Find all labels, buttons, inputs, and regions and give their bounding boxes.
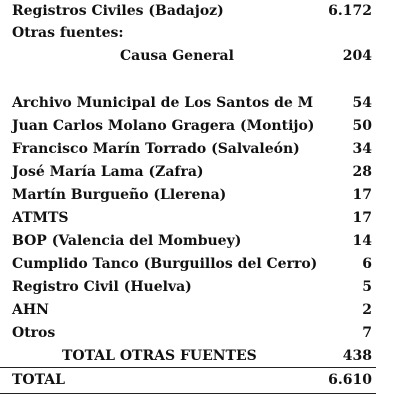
table-row [12,161,372,183]
row-value: 17 [352,210,372,226]
row-label: Archivo Municipal de Los Santos de M [12,95,314,111]
divider-top [0,367,376,368]
row-value: 5 [362,279,372,295]
row-value: 17 [352,187,372,203]
row-label: Registros Civiles (Badajoz) [12,3,224,19]
table-row [12,322,372,344]
subtotal-label: TOTAL OTRAS FUENTES [62,348,257,364]
table-row-total-otras-fuentes [12,345,372,367]
row-label: José María Lama (Zafra) [12,164,204,180]
table-row [12,253,372,275]
table-row [12,138,372,160]
row-value: 204 [342,48,372,64]
row-value: 34 [352,141,372,157]
section-heading: Otras fuentes: [12,25,124,41]
table-row [12,115,372,137]
table-row-total [12,369,372,391]
row-label: Otros [12,325,56,341]
table-row [12,276,372,298]
row-value: 6.172 [328,3,372,19]
row-value: 28 [352,164,372,180]
row-value: 2 [362,302,372,318]
table-row [12,230,372,252]
row-value: 54 [352,95,372,111]
row-label: Francisco Marín Torrado (Salvaleón) [12,141,300,157]
row-label: Causa General [120,48,234,64]
table-row [12,299,372,321]
row-label: Registro Civil (Huelva) [12,279,192,295]
row-label: Cumplido Tanco (Burguillos del Cerro) [12,256,318,272]
row-value: 7 [362,325,372,341]
row-label: AHN [12,302,49,318]
table-row [12,184,372,206]
row-label: Juan Carlos Molano Gragera (Montijo) [12,118,315,134]
row-value: 6 [362,256,372,272]
table-row [12,207,372,229]
subtotal-value: 438 [342,348,372,364]
row-value: 14 [352,233,372,249]
row-label: Martín Burgueño (Llerena) [12,187,227,203]
row-label: ATMTS [12,210,69,226]
total-label: TOTAL [12,372,65,388]
row-value: 50 [352,118,372,134]
table-row [12,92,372,114]
total-value: 6.610 [328,372,372,388]
divider-bottom [0,393,376,394]
row-label: BOP (Valencia del Mombuey) [12,233,242,249]
otras-fuentes-heading-row [12,22,372,44]
table-row-registros-civiles [12,0,372,22]
table-row-causa-general [12,45,372,67]
